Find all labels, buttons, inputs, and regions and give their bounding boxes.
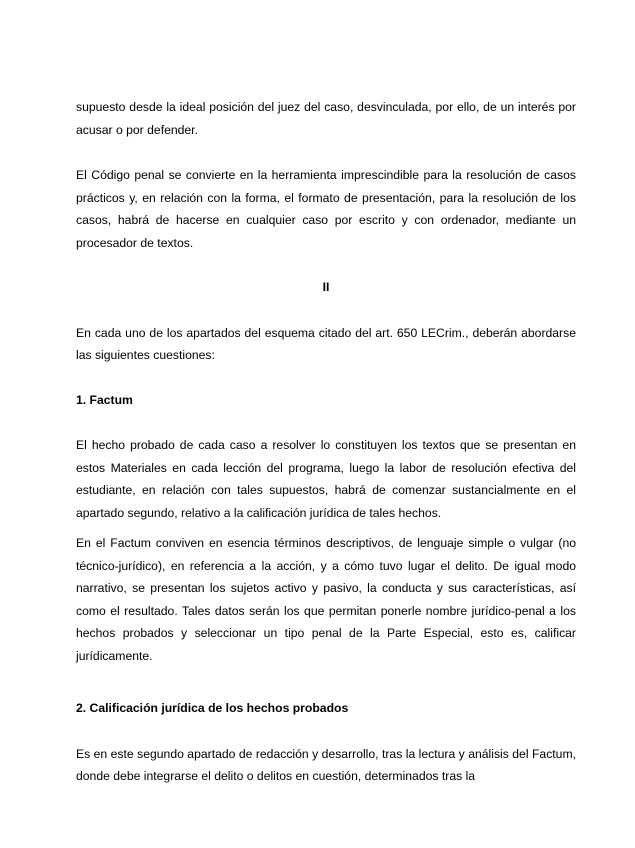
paragraph-factum-terminos: En el Factum conviven en esencia términos descriptivos, de lenguaje simple o vulgar (no técnico-jurídico), en referencia a la acción, y a cómo tuvo lugar el delito. De igual modo narrativo, se presentan los sujetos activo y pasivo, la conducta y sus características, así como el resultado. Tales datos serán los que permitan ponerle nombre jurídico-penal a los hechos probados y seleccionar un tipo penal de la Parte Especial, esto es, calificar jurídicamente. — [76, 536, 576, 663]
paragraph-apartados: En cada uno de los apartados del esquema citado del art. 650 LECrim., deberán abordarse las siguientes cuestiones: — [76, 325, 576, 362]
paragraph-hecho-probado: El hecho probado de cada caso a resolver lo constituyen los textos que se presentan en estos Materiales en cada lección del programa, luego la labor de resolución efectiva del estudiante, en relación con tales supuestos, habrá de comenzar sustancialmente en el apartado segundo, relativo a la calificación jurídica de tales hechos. — [76, 438, 576, 520]
paragraph-segundo-apartado: Es en este segundo apartado de redacción y desarrollo, tras la lectura y análisis del Factum, donde debe integrarse el delito o delitos en cuestión, determinados tras la — [76, 746, 576, 783]
document-page — [76, 96, 576, 788]
heading-calificacion-juridica: 2. Calificación jurídica de los hechos probados — [76, 701, 349, 715]
heading-factum: 1. Factum — [76, 392, 133, 407]
paragraph-codigo-penal: El Código penal se convierte en la herramienta imprescindible para la resolución de casos prácticos y, en relación con la forma, el formato de presentación, para la resolución de los casos, habrá de hacerse en cualquier caso por escrito y con ordenador, mediante un procesador de textos. — [76, 168, 576, 250]
section-number: II — [322, 280, 330, 294]
paragraph-continuation: supuesto desde la ideal posición del juez del caso, desvinculada, por ello, de un interés por acusar o por defender. — [76, 100, 576, 137]
